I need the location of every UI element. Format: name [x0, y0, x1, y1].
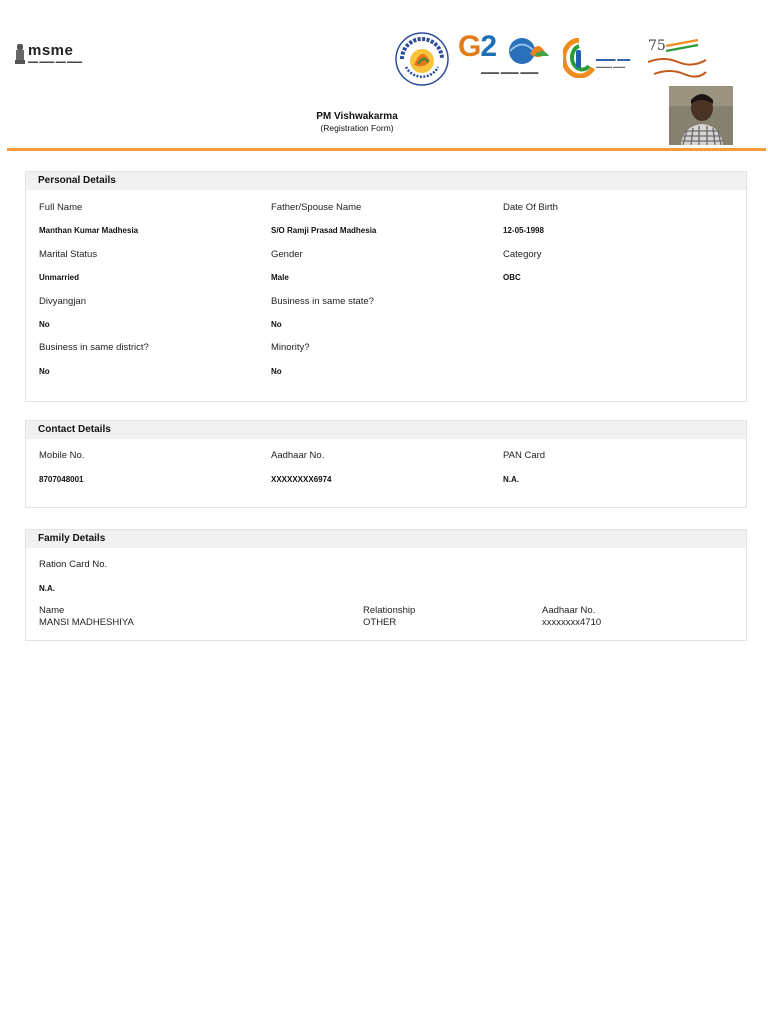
- same-state-value: No: [271, 320, 282, 329]
- lotus-globe-icon: [502, 34, 550, 68]
- gender-label: Gender: [271, 249, 303, 260]
- section-title: Family Details: [38, 533, 106, 544]
- g20-logo: [458, 30, 550, 82]
- category-label: Category: [503, 249, 542, 260]
- msme-wordmark: msme: [28, 42, 74, 59]
- g20-tagline-graphic: ▬▬▬ ▬▬▬ ▬▬▬: [481, 70, 539, 76]
- aadhaar-label: Aadhaar No.: [271, 450, 325, 461]
- g20-wordmark: G2: [458, 30, 497, 63]
- pan-value: N.A.: [503, 475, 519, 484]
- member-aadhaar-header: Aadhaar No.: [542, 605, 596, 616]
- msme-logo: [14, 42, 84, 72]
- minority-value: No: [271, 367, 282, 376]
- national-emblem-icon: [14, 44, 26, 66]
- section-title: Personal Details: [38, 175, 116, 186]
- family-details-section: [25, 529, 747, 641]
- full-name-label: Full Name: [39, 202, 83, 213]
- divyangjan-value: No: [39, 320, 50, 329]
- personal-details-section: [25, 171, 747, 402]
- azadi-ka-amrit-mahotsav-icon: [644, 36, 709, 80]
- header-divider: [7, 148, 766, 151]
- same-state-label: Business in same state?: [271, 296, 374, 307]
- member-relationship: OTHER: [363, 617, 397, 628]
- full-name-value: Manthan Kumar Madhesia: [39, 226, 139, 235]
- digital-india-wordmark: ▬▬▬ ▬▬: [596, 56, 631, 63]
- msme-tagline-graphic: ▬▬ ▬▬▬ ▬▬ ▬▬▬: [28, 59, 83, 65]
- pm-vishwakarma-logo: [394, 31, 450, 87]
- azadi-ka-amrit-mahotsav-logo: [644, 36, 709, 80]
- digital-india-swirl-icon: [563, 38, 595, 78]
- same-district-value: No: [39, 367, 50, 376]
- section-header: [26, 530, 746, 548]
- page-title: PM Vishwakarma: [316, 111, 398, 122]
- member-name-header: Name: [39, 605, 65, 616]
- digital-india-tagline-graphic: ▬▬▬▬ ▬▬▬: [596, 64, 626, 69]
- digital-india-logo: [563, 38, 638, 78]
- father-name-value: S/O Ramji Prasad Madhesia: [271, 226, 377, 235]
- category-value: OBC: [503, 273, 521, 282]
- minority-label: Minority?: [271, 342, 310, 353]
- ration-card-label: Ration Card No.: [39, 559, 108, 570]
- mobile-value: 8707048001: [39, 475, 84, 484]
- page-subtitle: (Registration Form): [320, 123, 394, 133]
- member-aadhaar: xxxxxxxx4710: [542, 617, 602, 628]
- section-header: [26, 421, 746, 439]
- divyangjan-label: Divyangjan: [39, 296, 86, 307]
- svg-text:75: 75: [648, 38, 666, 54]
- contact-details-section: [25, 420, 747, 508]
- pan-label: PAN Card: [503, 450, 546, 461]
- aadhaar-value: XXXXXXXX6974: [271, 475, 332, 484]
- marital-status-label: Marital Status: [39, 249, 98, 260]
- section-title: Contact Details: [38, 424, 111, 435]
- section-header: [26, 172, 746, 190]
- member-name: MANSI MADHESHIYA: [39, 617, 134, 628]
- marital-status-value: Unmarried: [39, 273, 80, 282]
- gender-value: Male: [271, 273, 289, 282]
- dob-label: Date Of Birth: [503, 202, 558, 213]
- ration-card-value: N.A.: [39, 584, 55, 593]
- father-name-label: Father/Spouse Name: [271, 202, 362, 213]
- dob-value: 12-05-1998: [503, 226, 544, 235]
- member-relationship-header: Relationship: [363, 605, 416, 616]
- same-district-label: Business in same district?: [39, 342, 149, 353]
- mobile-label: Mobile No.: [39, 450, 85, 461]
